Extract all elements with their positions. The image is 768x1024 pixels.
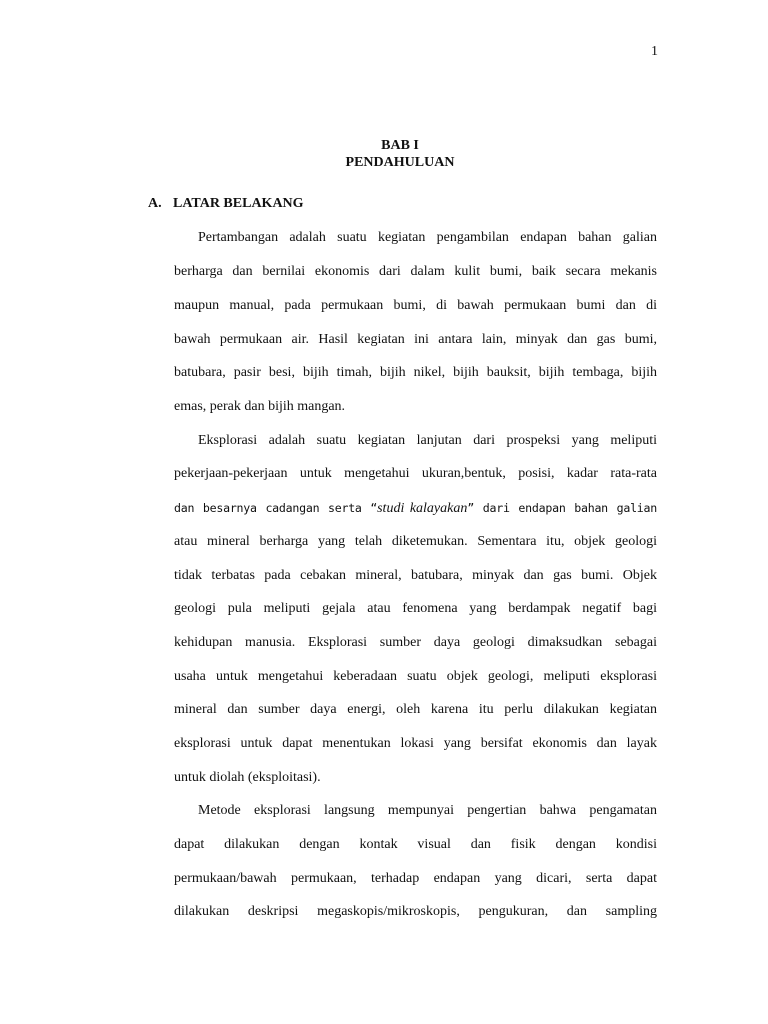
studi-kalayakan-italic: studi kalayakan [377, 501, 468, 516]
paragraph-2-line-3-end: ” dari endapan bahan galian [467, 501, 658, 515]
paragraph-2-line-11: untuk diolah (eksploitasi). [174, 770, 321, 785]
paragraph-1-line-5: batubara, pasir besi, bijih timah, bijih nikel, bijih bauksit, bijih tembaga, bijih [174, 365, 657, 380]
paragraph-1-line-1: Pertambangan adalah suatu kegiatan pengambilan endapan bahan galian [198, 230, 657, 245]
paragraph-1-line-6: emas, perak dan bijih mangan. [174, 399, 346, 414]
paragraph-1-line-2: berharga dan bernilai ekonomis dari dalam kulit bumi, baik secara mekanis [174, 264, 657, 279]
chapter-number: BAB I [381, 138, 419, 153]
page-number: 1 [651, 44, 658, 59]
paragraph-3-line-1: Metode eksplorasi langsung mempunyai pengertian bahwa pengamatan [198, 803, 657, 818]
paragraph-2-line-3-start: dan besarnya cadangan serta “ [174, 501, 378, 515]
paragraph-2-line-4: atau mineral berharga yang telah diketemukan. Sementara itu, objek geologi [174, 534, 657, 549]
paragraph-2-line-9: mineral dan sumber daya energi, oleh karena itu perlu dilakukan kegiatan [174, 702, 657, 717]
paragraph-2-line-7: kehidupan manusia. Eksplorasi sumber daya geologi dimaksudkan sebagai [174, 635, 657, 650]
paragraph-3-line-2: dapat dilakukan dengan kontak visual dan fisik dengan kondisi [174, 837, 657, 852]
paragraph-2-line-1: Eksplorasi adalah suatu kegiatan lanjutan dari prospeksi yang meliputi [198, 433, 657, 448]
chapter-title: PENDAHULUAN [345, 155, 455, 170]
paragraph-2-line-5: tidak terbatas pada cebakan mineral, batubara, minyak dan gas bumi. Objek [174, 568, 657, 583]
section-title: LATAR BELAKANG [173, 196, 304, 211]
paragraph-2-line-8: usaha untuk mengetahui keberadaan suatu objek geologi, meliputi eksplorasi [174, 669, 657, 684]
paragraph-1-line-3: maupun manual, pada permukaan bumi, di bawah permukaan bumi dan di [174, 298, 657, 313]
paragraph-2-line-2: pekerjaan-pekerjaan untuk mengetahui ukuran,bentuk, posisi, kadar rata-rata [174, 466, 657, 481]
section-letter: A. [148, 196, 162, 211]
paragraph-1-line-4: bawah permukaan air. Hasil kegiatan ini antara lain, minyak dan gas bumi, [174, 332, 657, 347]
paragraph-3-line-3: permukaan/bawah permukaan, terhadap endapan yang dicari, serta dapat [174, 871, 657, 886]
paragraph-2-line-3 [174, 499, 657, 517]
paragraph-2-line-6: geologi pula meliputi gejala atau fenomena yang berdampak negatif bagi [174, 601, 657, 616]
paragraph-2-line-10: eksplorasi untuk dapat menentukan lokasi yang bersifat ekonomis dan layak [174, 736, 657, 751]
paragraph-3-line-4: dilakukan deskripsi megaskopis/mikroskopis, pengukuran, dan sampling [174, 904, 657, 919]
